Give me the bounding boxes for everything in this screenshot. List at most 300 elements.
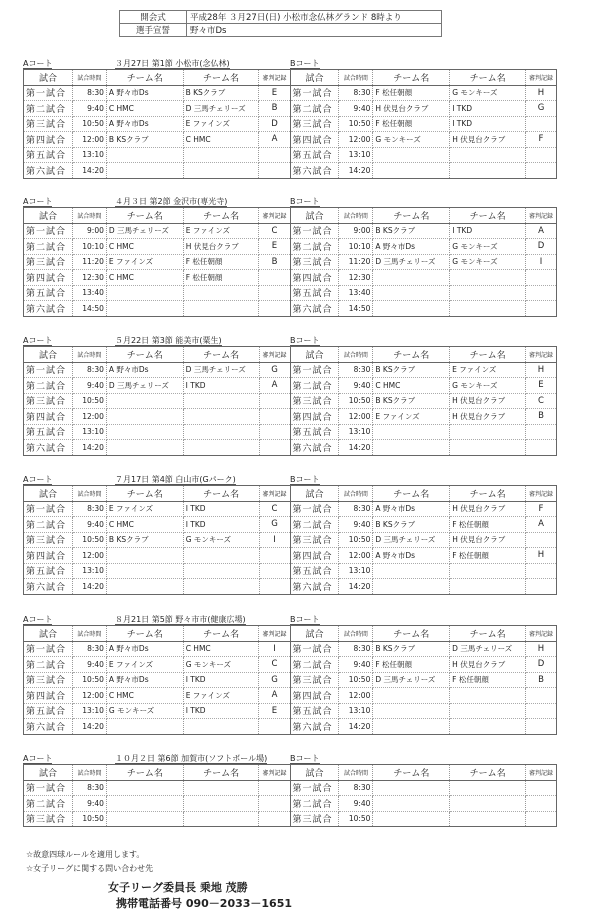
col-ref-header: 審判記録 <box>259 70 290 86</box>
game-cell: 第六試合 <box>290 163 339 179</box>
team2-cell: I TKD <box>450 223 526 239</box>
game-cell: 第五試合 <box>290 285 339 301</box>
team1-cell: D 三馬チェリーズ <box>106 223 183 239</box>
team2-cell: G モンキーズ <box>450 239 526 255</box>
team1-cell <box>106 440 183 456</box>
table-row <box>290 163 557 179</box>
round-block-2 <box>23 197 557 317</box>
team1-cell <box>106 285 183 301</box>
table-row <box>290 548 557 564</box>
round-block-6 <box>23 754 557 827</box>
round-caption <box>23 754 557 764</box>
col-time-header: 試合時間 <box>339 626 373 642</box>
oath-value: 野々市Ds <box>187 24 442 37</box>
time-cell: 14:20 <box>72 440 106 456</box>
game-cell: 第一試合 <box>290 362 339 378</box>
team2-cell: E ファインズ <box>183 223 259 239</box>
game-cell: 第五試合 <box>24 424 73 440</box>
col-game-header: 試合 <box>24 486 73 502</box>
note-rule: ☆故意四球ルールを適用します。 <box>26 850 145 859</box>
time-cell: 12:30 <box>72 270 106 286</box>
team2-cell <box>183 424 259 440</box>
team1-cell <box>373 811 450 827</box>
round-block-5 <box>23 615 557 735</box>
table-row <box>24 688 291 704</box>
team2-cell <box>450 719 526 735</box>
team1-cell: A 野々市Ds <box>106 672 183 688</box>
court-a-table <box>23 625 291 735</box>
round-title: １０月２日 第6節 加賀市(ソフトボール場) <box>115 754 268 763</box>
time-cell: 13:40 <box>339 285 373 301</box>
team2-cell <box>450 301 526 317</box>
referee-cell <box>525 811 556 827</box>
col-team2-header: チーム名 <box>450 626 526 642</box>
col-game-header: 試合 <box>290 626 339 642</box>
team1-cell: B KSクラブ <box>373 223 450 239</box>
col-time-header: 試合時間 <box>72 70 106 86</box>
team1-cell <box>106 147 183 163</box>
table-row <box>290 254 557 270</box>
team1-cell <box>373 579 450 595</box>
column-header-row <box>290 765 557 781</box>
time-cell: 10:50 <box>339 116 373 132</box>
time-cell: 12:30 <box>339 270 373 286</box>
column-header-row <box>290 70 557 86</box>
team1-cell <box>373 440 450 456</box>
team1-cell <box>106 409 183 425</box>
time-cell: 14:20 <box>339 579 373 595</box>
team2-cell <box>183 548 259 564</box>
time-cell: 12:00 <box>72 688 106 704</box>
court-a-label: Aコート <box>23 59 53 68</box>
team1-cell: B KSクラブ <box>373 517 450 533</box>
game-cell: 第四試合 <box>24 132 73 148</box>
team2-cell: F 松任朝顔 <box>183 254 259 270</box>
table-row <box>290 409 557 425</box>
table-row <box>290 719 557 735</box>
court-b-label: Bコート <box>290 59 320 68</box>
referee-cell <box>525 780 556 796</box>
col-time-header: 試合時間 <box>72 208 106 224</box>
time-cell: 11:20 <box>72 254 106 270</box>
time-cell: 14:20 <box>339 163 373 179</box>
team1-cell <box>373 163 450 179</box>
team1-cell: C HMC <box>106 270 183 286</box>
referee-cell: D <box>526 657 557 673</box>
table-row <box>24 796 291 812</box>
team2-cell <box>183 780 259 796</box>
team1-cell: C HMC <box>373 378 450 394</box>
referee-cell <box>525 147 556 163</box>
table-row <box>290 362 557 378</box>
table-row <box>290 239 557 255</box>
team1-cell <box>106 548 183 564</box>
team2-cell <box>450 285 526 301</box>
time-cell: 13:10 <box>339 563 373 579</box>
table-row <box>24 116 291 132</box>
team2-cell: I TKD <box>450 116 526 132</box>
time-cell: 9:40 <box>72 796 106 812</box>
time-cell: 10:50 <box>339 672 373 688</box>
table-row <box>24 641 291 657</box>
time-cell: 9:40 <box>339 378 373 394</box>
game-cell: 第二試合 <box>24 239 73 255</box>
game-cell: 第二試合 <box>290 101 339 117</box>
table-row <box>290 796 557 812</box>
col-game-header: 試合 <box>290 347 339 363</box>
time-cell: 8:30 <box>72 362 106 378</box>
col-game-header: 試合 <box>290 765 339 781</box>
team1-cell: A 野々市Ds <box>106 85 183 101</box>
table-row <box>24 548 291 564</box>
referee-cell <box>259 424 290 440</box>
referee-cell <box>525 116 556 132</box>
table-row <box>290 85 557 101</box>
team2-cell: F 松任朝顔 <box>450 548 526 564</box>
col-team1-header: チーム名 <box>106 70 183 86</box>
table-row <box>24 378 291 394</box>
time-cell: 8:30 <box>339 85 373 101</box>
referee-cell: A <box>525 517 556 533</box>
team1-cell <box>106 579 183 595</box>
col-team2-header: チーム名 <box>450 765 526 781</box>
time-cell: 10:50 <box>72 116 106 132</box>
table-row <box>24 223 291 239</box>
team2-cell: F 松任朝顔 <box>183 270 259 286</box>
team1-cell: E ファインズ <box>106 501 183 517</box>
game-cell: 第一試合 <box>24 641 73 657</box>
game-cell: 第四試合 <box>24 270 73 286</box>
game-cell: 第二試合 <box>290 517 339 533</box>
team2-cell: G モンキーズ <box>450 378 526 394</box>
col-game-header: 試合 <box>24 70 73 86</box>
team2-cell: H 伏見台クラブ <box>450 409 526 425</box>
team1-cell <box>373 780 450 796</box>
table-row <box>290 440 557 456</box>
team1-cell <box>106 811 183 827</box>
col-ref-header: 審判記録 <box>259 486 290 502</box>
team1-cell <box>106 563 183 579</box>
team2-cell: I TKD <box>450 101 526 117</box>
round-caption <box>23 336 557 346</box>
game-cell: 第五試合 <box>24 285 73 301</box>
time-cell: 11:20 <box>339 254 373 270</box>
team1-cell: E ファインズ <box>373 409 450 425</box>
time-cell: 13:10 <box>72 147 106 163</box>
column-header-row <box>290 347 557 363</box>
col-team1-header: チーム名 <box>373 208 450 224</box>
team1-cell: A 野々市Ds <box>373 239 450 255</box>
court-b-label: Bコート <box>290 336 320 345</box>
time-cell: 10:50 <box>72 532 106 548</box>
team2-cell: H 伏見台クラブ <box>450 657 526 673</box>
notes <box>26 848 153 876</box>
court-a-label: Aコート <box>23 475 53 484</box>
time-cell: 9:40 <box>339 796 373 812</box>
team2-cell: I TKD <box>183 672 259 688</box>
game-cell: 第一試合 <box>290 641 339 657</box>
referee-cell <box>526 270 557 286</box>
team1-cell <box>373 301 450 317</box>
team2-cell <box>183 796 259 812</box>
game-cell: 第二試合 <box>290 239 339 255</box>
round-caption <box>23 59 557 69</box>
game-cell: 第五試合 <box>24 147 73 163</box>
team1-cell: D 三馬チェリーズ <box>373 254 450 270</box>
referee-cell <box>259 301 290 317</box>
time-cell: 12:00 <box>339 132 373 148</box>
time-cell: 14:50 <box>339 301 373 317</box>
team2-cell <box>450 440 526 456</box>
referee-cell: G <box>525 101 556 117</box>
game-cell: 第三試合 <box>290 116 339 132</box>
table-row <box>290 563 557 579</box>
team2-cell: I TKD <box>183 501 259 517</box>
time-cell: 8:30 <box>339 501 373 517</box>
time-cell: 10:50 <box>72 672 106 688</box>
team1-cell: F 松任朝顔 <box>373 657 450 673</box>
table-row <box>24 254 291 270</box>
team1-cell <box>106 780 183 796</box>
time-cell: 10:10 <box>339 239 373 255</box>
time-cell: 14:20 <box>339 719 373 735</box>
team2-cell <box>450 563 526 579</box>
time-cell: 9:40 <box>72 101 106 117</box>
column-header-row <box>24 486 291 502</box>
team1-cell: B KSクラブ <box>373 641 450 657</box>
team1-cell: A 野々市Ds <box>106 116 183 132</box>
col-game-header: 試合 <box>24 208 73 224</box>
court-b-table <box>290 69 558 179</box>
team2-cell: D 三馬チェリーズ <box>183 362 259 378</box>
game-cell: 第二試合 <box>24 796 73 812</box>
column-header-row <box>290 486 557 502</box>
time-cell: 12:00 <box>72 548 106 564</box>
time-cell: 9:40 <box>339 517 373 533</box>
col-ref-header: 審判記録 <box>259 347 290 363</box>
team1-cell: E ファインズ <box>106 254 183 270</box>
team2-cell <box>450 270 526 286</box>
court-a-label: Aコート <box>23 615 53 624</box>
court-b-table <box>290 764 558 827</box>
team1-cell: E ファインズ <box>106 657 183 673</box>
time-cell: 12:00 <box>339 409 373 425</box>
game-cell: 第五試合 <box>290 147 339 163</box>
col-team1-header: チーム名 <box>106 347 183 363</box>
col-team1-header: チーム名 <box>373 486 450 502</box>
team2-cell <box>450 688 526 704</box>
column-header-row <box>24 626 291 642</box>
game-cell: 第二試合 <box>290 796 339 812</box>
team1-cell: A 野々市Ds <box>373 548 450 564</box>
time-cell: 14:50 <box>72 301 106 317</box>
referee-cell: B <box>259 101 290 117</box>
column-header-row <box>290 208 557 224</box>
time-cell: 14:20 <box>72 719 106 735</box>
game-cell: 第三試合 <box>24 811 73 827</box>
game-cell: 第一試合 <box>24 85 73 101</box>
referee-cell: C <box>259 657 290 673</box>
time-cell: 13:40 <box>72 285 106 301</box>
table-row <box>24 409 291 425</box>
table-row <box>290 657 557 673</box>
time-cell: 14:20 <box>339 440 373 456</box>
team2-cell <box>450 147 526 163</box>
team1-cell: C HMC <box>106 688 183 704</box>
table-row <box>24 672 291 688</box>
table-row <box>24 132 291 148</box>
col-time-header: 試合時間 <box>72 347 106 363</box>
table-row <box>24 780 291 796</box>
col-team2-header: チーム名 <box>450 486 526 502</box>
team2-cell: H 伏見台クラブ <box>183 239 259 255</box>
contact-info <box>108 880 292 912</box>
time-cell: 9:00 <box>339 223 373 239</box>
team1-cell: B KSクラブ <box>106 532 183 548</box>
team1-cell <box>373 719 450 735</box>
col-time-header: 試合時間 <box>72 765 106 781</box>
table-row <box>290 532 557 548</box>
table-row <box>24 270 291 286</box>
game-cell: 第二試合 <box>290 378 339 394</box>
team2-cell: F 松任朝顔 <box>450 672 526 688</box>
time-cell: 9:40 <box>339 101 373 117</box>
game-cell: 第二試合 <box>24 101 73 117</box>
game-cell: 第三試合 <box>290 393 339 409</box>
referee-cell <box>525 424 556 440</box>
header-row-oath <box>120 24 442 37</box>
referee-cell: I <box>526 254 557 270</box>
referee-cell <box>525 579 556 595</box>
time-cell: 13:10 <box>339 424 373 440</box>
referee-cell: H <box>525 362 556 378</box>
table-row <box>290 393 557 409</box>
col-game-header: 試合 <box>290 486 339 502</box>
team2-cell <box>183 163 259 179</box>
team1-cell <box>373 688 450 704</box>
col-ref-header: 審判記録 <box>526 208 557 224</box>
round-block-1 <box>23 59 557 179</box>
note-contact-heading: ☆女子リーグに関する問い合わせ先 <box>26 864 154 873</box>
referee-cell <box>259 563 290 579</box>
referee-cell <box>525 563 556 579</box>
table-row <box>24 239 291 255</box>
team1-cell <box>373 796 450 812</box>
referee-cell: A <box>526 223 557 239</box>
referee-cell <box>259 409 290 425</box>
game-cell: 第一試合 <box>24 501 73 517</box>
table-row <box>24 101 291 117</box>
time-cell: 13:10 <box>72 703 106 719</box>
team1-cell: F 松任朝顔 <box>373 116 450 132</box>
game-cell: 第四試合 <box>24 688 73 704</box>
col-game-header: 試合 <box>24 765 73 781</box>
time-cell: 9:40 <box>72 657 106 673</box>
team1-cell <box>106 393 183 409</box>
team1-cell: D 三馬チェリーズ <box>106 378 183 394</box>
table-row <box>24 501 291 517</box>
time-cell: 13:10 <box>339 147 373 163</box>
table-row <box>290 688 557 704</box>
contact-phone: 携帯電話番号 090－2033－1651 <box>116 897 293 910</box>
team2-cell: G モンキーズ <box>450 85 526 101</box>
team2-cell: E ファインズ <box>183 116 259 132</box>
game-cell: 第六試合 <box>24 301 73 317</box>
table-row <box>24 657 291 673</box>
team2-cell <box>183 440 259 456</box>
team2-cell <box>450 424 526 440</box>
referee-cell: G <box>259 672 290 688</box>
round-title: ５月22日 第3節 能美市(粟生) <box>115 336 222 345</box>
col-game-header: 試合 <box>290 70 339 86</box>
table-row <box>24 147 291 163</box>
table-row <box>24 719 291 735</box>
table-row <box>24 285 291 301</box>
round-block-4 <box>23 475 557 595</box>
ceremony-value: 平成28年 ３月27日(日) 小松市念仏林グランド 8時より <box>187 11 442 24</box>
team2-cell: I TKD <box>183 517 259 533</box>
time-cell: 12:00 <box>72 132 106 148</box>
team2-cell: G モンキーズ <box>183 657 259 673</box>
team2-cell: G モンキーズ <box>450 254 526 270</box>
table-row <box>290 301 557 317</box>
referee-cell <box>259 811 290 827</box>
game-cell: 第二試合 <box>24 517 73 533</box>
col-ref-header: 審判記録 <box>259 208 290 224</box>
referee-cell <box>259 163 290 179</box>
referee-cell <box>525 796 556 812</box>
referee-cell: I <box>259 641 290 657</box>
time-cell: 10:50 <box>72 393 106 409</box>
time-cell: 10:50 <box>339 811 373 827</box>
team2-cell <box>183 811 259 827</box>
table-row <box>24 517 291 533</box>
referee-cell: B <box>259 254 290 270</box>
referee-cell <box>526 285 557 301</box>
col-time-header: 試合時間 <box>72 626 106 642</box>
team2-cell <box>450 703 526 719</box>
referee-cell: F <box>525 501 556 517</box>
team2-cell <box>450 780 526 796</box>
table-row <box>24 393 291 409</box>
referee-cell: D <box>259 116 290 132</box>
table-row <box>24 163 291 179</box>
game-cell: 第六試合 <box>24 163 73 179</box>
team2-cell: H 伏見台クラブ <box>450 393 526 409</box>
referee-cell <box>259 719 290 735</box>
referee-cell: A <box>259 688 290 704</box>
table-row <box>290 101 557 117</box>
round-caption <box>23 197 557 207</box>
table-row <box>290 641 557 657</box>
court-b-label: Bコート <box>290 197 320 206</box>
team2-cell: H 伏見台クラブ <box>450 532 526 548</box>
time-cell: 8:30 <box>72 85 106 101</box>
referee-cell <box>259 548 290 564</box>
referee-cell: F <box>525 132 556 148</box>
court-a-table <box>23 485 291 595</box>
game-cell: 第四試合 <box>290 548 339 564</box>
court-tables <box>23 207 557 317</box>
team1-cell: B KSクラブ <box>373 393 450 409</box>
referee-cell <box>526 688 557 704</box>
referee-cell <box>259 780 290 796</box>
referee-cell <box>259 147 290 163</box>
time-cell: 8:30 <box>339 780 373 796</box>
column-header-row <box>24 347 291 363</box>
game-cell: 第一試合 <box>290 223 339 239</box>
time-cell: 10:50 <box>72 811 106 827</box>
